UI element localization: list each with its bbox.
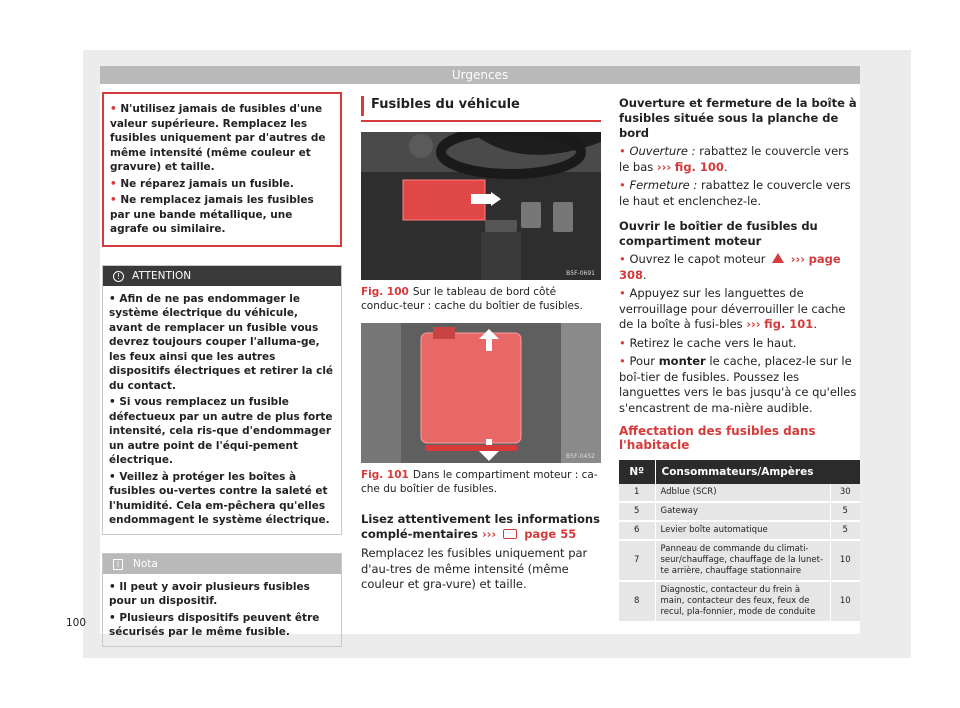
figure-code: B5F-0691 xyxy=(566,270,595,277)
info-icon: i xyxy=(113,559,123,570)
figure-100-caption: Fig. 100 Sur le tableau de bord côté conduc-teur : cache du boîtier de fusibles. xyxy=(361,286,583,312)
col-header-consumers: Consommateurs/Ampères xyxy=(655,460,860,484)
fig-100-link[interactable]: fig. 100 xyxy=(674,159,724,174)
table-row: 6 Levier boîte automatique 5 xyxy=(619,521,860,540)
figure-101-engine xyxy=(361,323,601,463)
note-box xyxy=(102,553,342,647)
attention-item: • Si vous remplacez un fusible défectueux par un autre de plus forte intensité, cela ris-que d'endommager un autre point de l'équi-pement électrique. xyxy=(109,396,333,466)
table-row: 8 Diagnostic, contacteur du frein à main, contacteur des feux, feux de recul, pla-fonnier, mode de conduite 10 xyxy=(619,581,860,622)
chapter-header: Urgences xyxy=(100,66,860,84)
attention-icon: ! xyxy=(113,271,124,282)
engine-step: • Pour monter le cache, placez-le sur le boî-tier de fusibles. Poussez les languettes vers le bas jusqu'à ce qu'elles s'encastrent de ma-nière audible. xyxy=(619,354,857,415)
engine-fusebox-illustration xyxy=(361,323,601,463)
left-column xyxy=(102,92,342,647)
section-title: Fusibles du véhicule xyxy=(361,96,601,116)
engine-step: • Ouvrez le capot moteur ››› page 308. xyxy=(619,252,841,282)
attention-item: • Veillez à protéger les boîtes à fusibles ou-vertes contre la saleté et l'humidité. Cela em-pêchera qu'elles endommagent le système électrique. xyxy=(109,470,330,526)
engine-fusebox-heading: Ouvrir le boîtier de fusibles du compartiment moteur xyxy=(619,219,818,248)
warning-item: • Ne réparez jamais un fusible. xyxy=(110,177,294,190)
col-header-number: Nº xyxy=(619,460,655,484)
warning-item: • Ne remplacez jamais les fusibles par une bande métallique, une agrafe ou similaire. xyxy=(110,194,314,235)
table-row: 7 Panneau de commande du climati-seur/chauffage, chauffage de la lunet-te arrière, chauffage stationnaire 10 xyxy=(619,540,860,581)
attention-header: ! ATTENTION xyxy=(103,266,341,286)
page-number: 100 xyxy=(66,617,87,629)
section-divider xyxy=(361,120,601,122)
middle-column xyxy=(361,96,601,593)
open-close-heading: Ouverture et fermeture de la boîte à fusibles située sous la planche de bord xyxy=(619,96,857,140)
fuse-table xyxy=(619,460,860,623)
page-link[interactable]: page 55 xyxy=(524,527,577,541)
table-header-row xyxy=(619,460,860,484)
note-item: • Plusieurs dispositifs peuvent être sécurisés par le même fusible. xyxy=(109,611,320,638)
dashboard-fusebox-illustration xyxy=(361,132,601,280)
warning-icon xyxy=(772,253,784,263)
table-row: 1 Adblue (SCR) 30 xyxy=(619,484,860,502)
note-item: • Il peut y avoir plusieurs fusibles pour un dispositif. xyxy=(109,580,310,607)
attention-box xyxy=(102,265,342,535)
read-more-heading: Lisez attentivement les informations complé-mentaires ››› page 55 xyxy=(361,512,600,541)
engine-step: • Retirez le cache vers le haut. xyxy=(619,335,797,350)
table-title: Affectation des fusibles dans l'habitacle xyxy=(619,424,816,452)
attention-item: • Afin de ne pas endommager le système électrique du véhicule, avant de remplacer un fusible vous devrez toujours couper l'alluma-ge, les feux ainsi que les autres dispositifs électriques et retirer la clé du contact. xyxy=(109,292,334,392)
right-column xyxy=(619,96,860,623)
warning-box xyxy=(102,92,342,247)
close-step: • Fermeture : rabattez le couvercle vers le haut et enclenchez-le. xyxy=(619,178,851,208)
engine-step: • Appuyez sur les languettes de verrouillage pour déverrouiller le cache de la boîte à fusi-bles ››› fig. 101. xyxy=(619,286,846,331)
figure-101-caption: Fig. 101 Dans le compartiment moteur : ca-che du boîtier de fusibles. xyxy=(361,469,598,495)
figure-100-dashboard xyxy=(361,132,601,280)
warning-item: • N'utilisez jamais de fusibles d'une valeur supérieure. Remplacez les fusibles uniquement par d'autres de même intensité (même couleur et gravure) et taille. xyxy=(110,103,326,173)
fig-101-link[interactable]: fig. 101 xyxy=(764,317,814,331)
fuse-replace-text: Remplacez les fusibles uniquement par d'au-tres de même intensité (même couleur et gra-vure) et taille. xyxy=(361,546,588,591)
table-row: 5 Gateway 5 xyxy=(619,502,860,521)
page-308-link[interactable]: page 308 xyxy=(619,252,841,282)
book-icon xyxy=(503,529,517,539)
open-step: • Ouverture : rabattez le couvercle vers le bas ››› fig. 100. xyxy=(619,144,849,174)
figure-code: B5F-0452 xyxy=(566,453,595,460)
note-header: i Nota xyxy=(103,554,341,574)
